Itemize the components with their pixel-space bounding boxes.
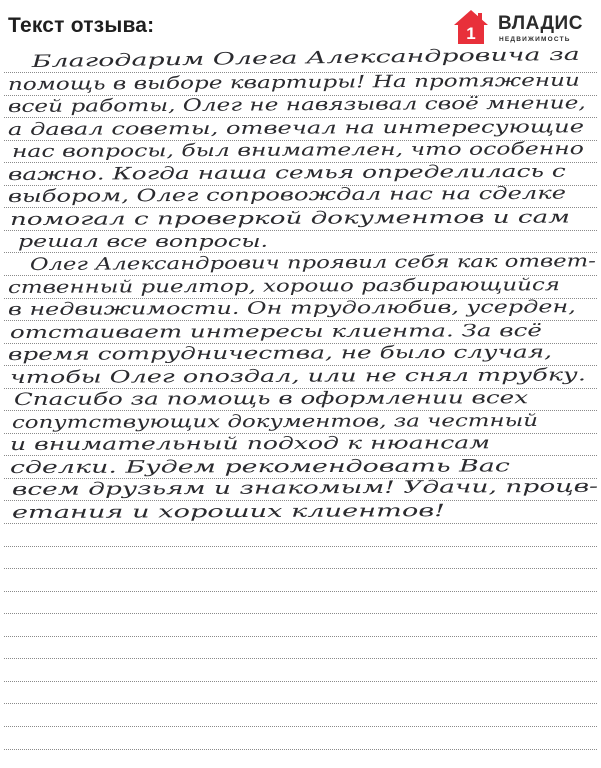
brand-logo — [452, 8, 597, 50]
ruled-line — [4, 546, 597, 547]
review-line: всей работы, Олег не навязывал своё мнение, — [7, 93, 586, 118]
review-line: всем друзьям и знакомым! Удачи, процв- — [11, 477, 599, 501]
ruled-line — [4, 636, 597, 637]
review-line: помощь в выборе квартиры! На протяжении — [7, 70, 580, 95]
review-line: а давал советы, отвечал на интересующие — [7, 116, 585, 140]
brand-subtitle: НЕДВИЖИМОСТЬ — [499, 36, 571, 43]
ruled-line — [4, 591, 597, 592]
page-title: Текст отзыва: — [8, 14, 155, 37]
ruled-line — [4, 681, 597, 682]
review-line: нас вопросы, был внимателен, что особенно — [11, 139, 584, 163]
review-line: Олег Александрович проявил себя как ответ- — [29, 251, 596, 275]
review-line: время сотрудничества, не было случая, — [7, 342, 553, 366]
ruled-line — [4, 703, 597, 704]
ruled-line — [4, 230, 597, 231]
ruled-line — [4, 523, 597, 524]
review-line: и внимательный подход к нюансам — [9, 433, 491, 456]
review-line: отстаивает интересы клиента. За всё — [9, 320, 542, 343]
ruled-line — [4, 568, 597, 569]
review-line: Благодарим Олега Александровича за — [31, 44, 581, 72]
review-line: сделки. Будем рекомендовать Вас — [9, 456, 510, 478]
review-line: етания и хороших клиентов! — [11, 501, 446, 523]
review-line: помогал с проверкой документов и сам — [9, 207, 571, 230]
handwritten-review — [4, 44, 599, 764]
ruled-line — [4, 613, 597, 614]
ruled-line — [4, 726, 597, 727]
review-line: важно. Когда наша семья определилась с — [7, 161, 566, 185]
house-digit: 1 — [466, 24, 476, 43]
review-line: в недвижимости. Он трудолюбив, усерден, — [7, 297, 576, 321]
review-line: выбором, Олег сопровождал нас на сделке — [7, 183, 567, 208]
ruled-line — [4, 658, 597, 659]
brand-name: ВЛАДИС — [498, 13, 583, 34]
review-line: чтобы Олег опоздал, или не снял трубку. — [9, 365, 587, 388]
review-line: сопутствующих документов, за честный — [11, 410, 539, 433]
review-line: Спасибо за помощь в оформлении всех — [13, 388, 529, 411]
review-line: решал все вопросы. — [18, 232, 269, 253]
ruled-line — [4, 749, 597, 750]
review-line: ственный риелтор, хорошо разбирающийся — [7, 274, 561, 298]
house-icon — [452, 8, 490, 46]
